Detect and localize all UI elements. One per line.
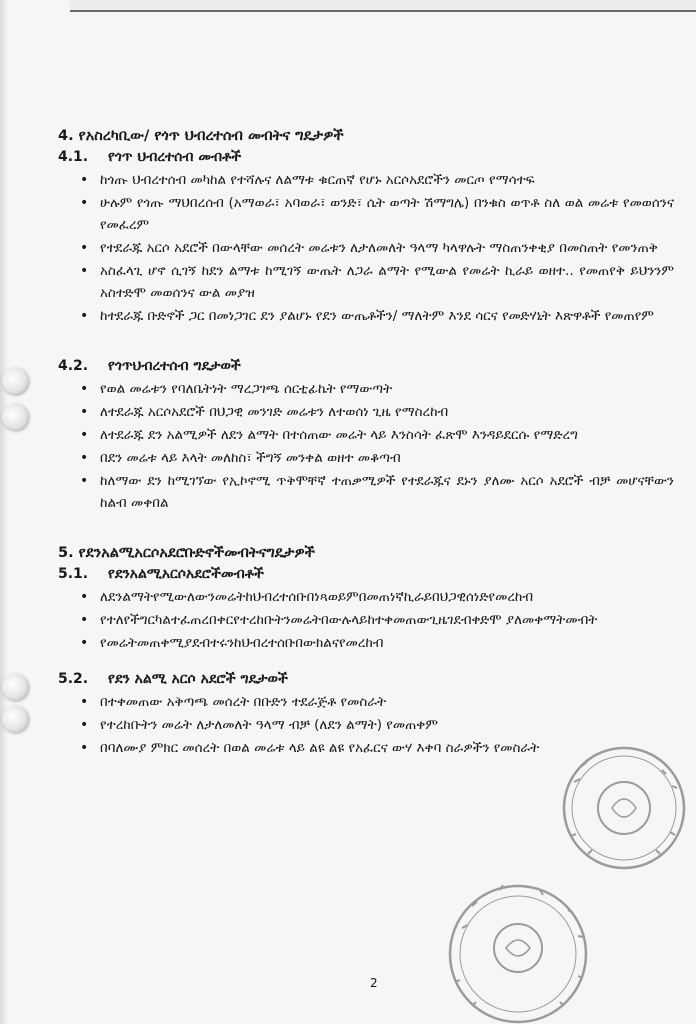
bullet-list-4-2 [58,378,686,514]
section-title: የደንአልሚአርሶአደሮችመብቶች [108,566,264,582]
section-title: የጎጥህብረተሰብ ግዴታወች [108,358,241,374]
section-5-2-heading [58,671,686,687]
bullet-list-4-1 [58,169,686,327]
section-number: 4.2. [58,358,89,374]
list-item: • ሁሉም የጎጡ ማህበረሰብ (አማወራ፣ አባወራ፣ ወንድ፣ ሴት ወጣት ሽማግሌ) በንቁስ ወጥቶ ስለ ወል መሬቱ የመወሰንና የመፈረም [58,192,686,236]
list-item: • አስፈላጊ ሆኖ ሲገኝ ከደን ልማቱ ከሚገኝ ውጤት ለጋራ ልማት የሚውል የመሬት ኪራይ ወዘተ.. የመጠየቅ ይህንንም አስተድሞ መወሰንና ውል መያዝ [58,260,686,304]
section-number: 5.1. [58,566,89,582]
list-item: • የመሬትመጠቀሚያደብተሩንከህብረተሰቡበውክልናየመረከብ [58,632,686,654]
punch-hole [2,368,28,394]
punch-hole [2,706,28,732]
punch-hole [2,674,28,700]
list-item: • ለተደራጁ ደን አልሚዎች ለደን ልማት በተሰጠው መሬት ላይ እንስሳት ፈጽሞ እንዳይደርሱ የማድረግ [58,424,686,446]
list-item: • በባለሙያ ምክር መሰረት በወል መሬቱ ላይ ልዩ ልዩ የአፈርና ውሃ እቀባ ስራዎችን የመስራት [58,737,686,759]
section-4-1-heading [58,149,686,165]
document-body [58,128,686,760]
section-5-heading: 5. የደንአልሚአርሶአደሮቡድኖችመብትናግዴታዎች [58,545,315,561]
bullet-list-5-1 [58,586,686,654]
list-item: • ለተደራጁ አርሶአደሮች በህጋዊ መንገድ መሬቱን ለተወሰነ ጊዜ የማስረከብ [58,401,686,423]
section-4-heading: 4. የአስረካቢው/ የጎጥ ህብረተሰብ መብትና ግዴታዎች [58,128,344,144]
list-item: • የተረከቡትን መሬት ለታለመለት ዓላማ ብቻ (ለደን ልማት) የመጠቀም [58,714,686,736]
list-item: • የወል መሬቱን የባለቤትነት ማረጋገጫ ሰርቲፊኬት የማውጣት [58,378,686,400]
list-item: • በደን መሬቱ ላይ እላት መለከስ፣ ችግኝ መንቀል ወዘተ መቆጣብ [58,447,686,469]
section-number: 4.1. [58,149,89,165]
list-item: • ከጎጡ ህብረተሰብ መካከል የተሻሉና ለልማቱ ቁርጠኛ የሆኑ አርሶአደሮችን መርጦ የማሳተፍ [58,169,686,191]
section-title: የጎጥ ህብረተሰብ መብቶች [108,149,242,165]
list-item: • ከለማው ደን ከሚገኘው የኢኮኖሚ ጥቅሞቸኛ ተጠቃሚዎች የተደራጁና ደኑን ያለሙ አርሶ አደሮች ብቻ መሆናቸውን ከልብ መቀበል [58,470,686,514]
page-left-shadow [0,0,8,1024]
punch-hole [2,404,28,430]
stamp-rings [450,885,586,1022]
list-item: • ከተደራጁ ቡድኖች ጋር በመነጋገር ደን ያልሆኑ የደን ውጤቶችን/ ማለትም እንደ ሳርና የመድሃኒት እጽዋቶች የመጠየም [58,305,686,327]
official-stamp [440,876,596,1024]
section-4-2-heading [58,358,686,374]
section-number: 5.2. [58,671,89,687]
list-item: • የተለየችግርካልተፈጠረበቀርየተረከቡትንመሬትበውሉላይከተቀመጠውጊዜገደብቀድሞ ያለመቀማትመብት [58,609,686,631]
list-item: • የተደራጁ አርሶ አደሮች በውላቸው መሰረት መሬቱን ለታለመለት ዓላማ ካላዋሉት ማስጠንቀቂያ በመስጠት የመንጠቅ [58,237,686,259]
page-number: 2 [370,976,378,990]
list-item: • በተቀመጠው አቅጣጫ መሰረት በቡድን ተደራጅቶ የመስራት [58,691,686,713]
list-item: • ለደንልማትየሚውለውንመሬትከህብረተሰቡበነጻወይምበመጠነኛኪራይበህጋዊሰነድየመረከብ [58,586,686,608]
page-top-edge [70,0,696,12]
section-title: የደን አልሚ አርሶ አደሮች ግዴታወች [108,671,288,687]
section-5-1-heading [58,566,686,582]
official-stamp [552,742,692,878]
stamp-rings [564,748,684,868]
